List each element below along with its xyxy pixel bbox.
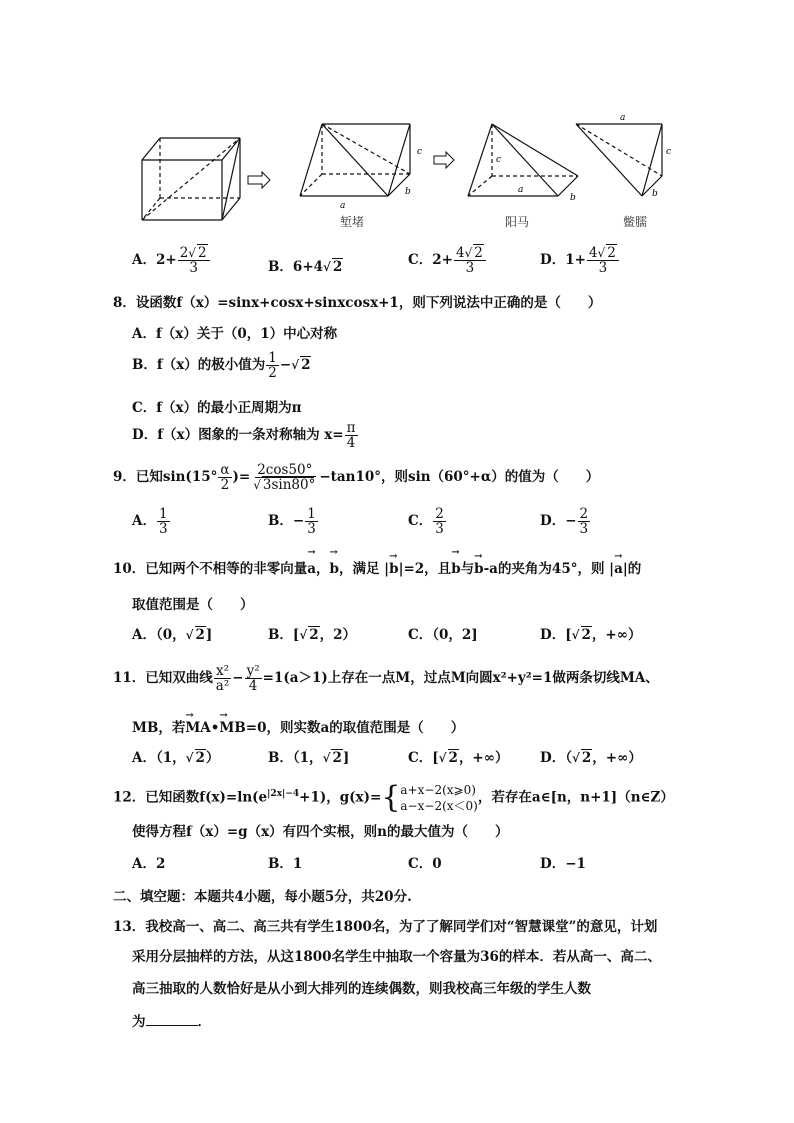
q10-stem-line1: 10．已知两个不相等的非零向量→ a，→ b，满足 |→ b|=2，且→ b与→ b-a的夹角为45°，则 |→ a|的 <box>113 557 641 577</box>
geometry-figure <box>130 110 690 235</box>
label-c-1: c <box>417 147 423 157</box>
caption-bienao: 鳖臑 <box>623 215 648 229</box>
q9-option-a: A． $\frac{1}{3}$ <box>132 506 168 538</box>
qiandu-shape <box>300 124 410 196</box>
label-b-1: b <box>405 187 411 197</box>
bienao-shape <box>576 124 662 196</box>
q11-option-c: C．[√ 2，+∞） <box>408 750 509 766</box>
q12-option-c: C．0 <box>408 856 442 872</box>
q8-option-d: D．f（x）图象的一条对称轴为 x= $\frac{\pi}{4}$ <box>132 420 356 452</box>
prism-dissection-diagram <box>130 110 690 235</box>
label-c-3: c <box>666 147 672 157</box>
q9-stem: 9．已知sin(15° $\frac{\alpha}{2}$ )= $\frac{2\cos 50^\circ}{√ 3\sin 80^\circ}$ −tan10°，则sin（60°+α）的值为（ ） <box>113 462 600 494</box>
cuboid-shape <box>142 138 240 220</box>
label-a-2: a <box>518 185 524 195</box>
right-arrow-icon <box>248 172 270 188</box>
q11-stem-line1: 11．已知双曲线 $\frac{\text{x²}}{\text{a²}}$ − $\frac{\text{y²}}{4}$ =1(a＞1)上存在一点M，过点M向圆x²+y²=1做两条切线MA、 <box>113 663 659 695</box>
q9-option-d: D．− $\frac{2}{3}$ <box>540 506 589 538</box>
caption-qiandu: 堑堵 <box>340 215 365 229</box>
q13-line3: 高三抽取的人数恰好是从小到大排列的连续偶数，则我校高三年级的学生人数 <box>132 981 591 997</box>
q10-option-b: B．[√ 2，2） <box>268 627 357 643</box>
label-b-3: b <box>652 189 658 199</box>
section-2-heading: 二、填空题：本题共4小题，每小题5分，共20分. <box>113 889 412 905</box>
q12-stem-line2: 使得方程f（x）=g（x）有四个实根，则n的最大值为（ ） <box>132 824 509 840</box>
label-c-2: c <box>496 155 502 165</box>
caption-yangma: 阳马 <box>505 215 530 229</box>
q13-line1: 13．我校高一、高二、高三共有学生1800名，为了了解同学们对“智慧课堂”的意见，计划 <box>113 919 658 935</box>
q10-stem-line2: 取值范围是（ ） <box>132 597 254 613</box>
label-a-3: a <box>620 113 626 123</box>
q12-option-a: A．2 <box>132 856 166 872</box>
q11-option-b: B．（1，√ 2] <box>268 750 350 766</box>
q8-option-c: C．f（x）的最小正周期为π <box>132 400 302 416</box>
label-a-1: a <box>340 201 346 211</box>
q10-option-d: D．[√ 2，+∞） <box>540 627 642 643</box>
q7-option-c: C．2+ $\frac{4√ 2}{3}$ <box>408 246 487 275</box>
q7-option-b: B．6+4√ 2 <box>268 259 343 275</box>
right-arrow-icon <box>434 152 454 168</box>
q10-option-a: A．（0，√ 2] <box>132 627 213 643</box>
q12-option-b: B．1 <box>268 856 303 872</box>
q11-stem-line2: MB，若→ MA•→ MB=0，则实数a的取值范围是（ ） <box>132 716 464 736</box>
q7-option-d: D．1+ $\frac{4√ 2}{3}$ <box>540 246 620 275</box>
q9-option-b: B．− $\frac{1}{3}$ <box>268 506 316 538</box>
q12-stem-line1: 12．已知函数$f(x)=\ln(e^{|2x|-4}+1)$，g(x)= { a+x−2(x⩾0) a−x−2(x＜0) ，若存在a∈[n，n+1]（n∈Z） <box>113 780 674 816</box>
q13-line4: 为 ． <box>132 1014 211 1030</box>
answer-blank[interactable] <box>146 1025 198 1026</box>
q11-option-a: A．（1，√ 2） <box>132 750 220 766</box>
q10-option-c: C．（0，2] <box>408 627 478 643</box>
label-b-2: b <box>570 193 576 203</box>
q8-option-b: B．f（x）的极小值为 $\frac{1}{2}$ −√ 2 <box>132 350 311 382</box>
q7-option-a: A．2+ $\frac{2√ 2}{3}$ <box>132 246 211 275</box>
q12-option-d: D．−1 <box>540 856 586 872</box>
q9-option-c: C． $\frac{2}{3}$ <box>408 506 444 538</box>
q13-line2: 采用分层抽样的方法，从这1800名学生中抽取一个容量为36的样本．若从高一、高二、 <box>132 949 661 965</box>
q8-stem: 8．设函数f（x）=sinx+cosx+sinxcosx+1，则下列说法中正确的是（ ） <box>113 295 602 311</box>
q11-option-d: D．（√ 2，+∞） <box>540 750 642 766</box>
q8-option-a: A．f（x）关于（0，1）中心对称 <box>132 326 338 342</box>
